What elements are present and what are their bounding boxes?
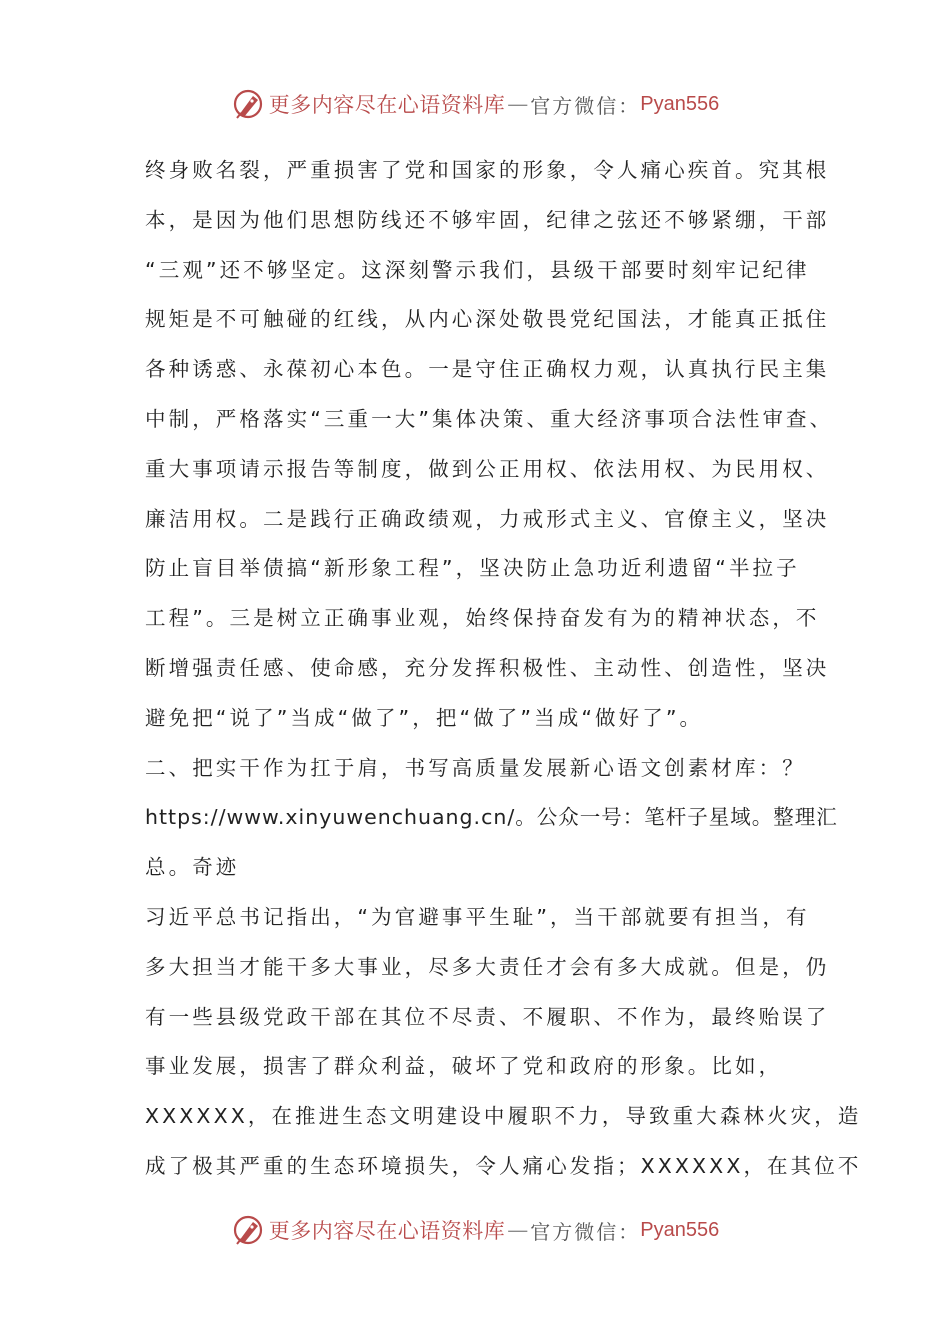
pen-nib-logo-icon (231, 87, 265, 121)
text-line: XXXXXX，在推进生态文明建设中履职不力，导致重大森林火灾，造 (145, 1104, 862, 1129)
text-line: 工程”。三是树立正确事业观，始终保持奋发有为的精神状态，不 (145, 606, 820, 631)
text-line: 规矩是不可触碰的红线，从内心深处敬畏党纪国法，才能真正抵住 (145, 307, 830, 332)
text-line: 事业发展，损害了群众利益，破坏了党和政府的形象。比如， (145, 1054, 783, 1079)
footer-wechat-label: 官方微信： (530, 1219, 641, 1244)
text-line: 本，是因为他们思想防线还不够牢固，纪律之弦还不够紧绷，干部 (145, 207, 830, 232)
text-line: 断增强责任感、使命感，充分发挥积极性、主动性、创造性，坚决 (145, 655, 830, 680)
text-line: “三观”还不够坚定。这深刻警示我们，县级干部要时刻牢记纪律 (145, 257, 810, 282)
footer-separator: — (507, 1218, 529, 1242)
header-wechat-id: Pyan556 (640, 92, 720, 115)
text-line: 终身败名裂，严重损害了党和国家的形象，令人痛心疾首。究其根 (145, 158, 830, 182)
text-line: 成了极其严重的生态环境损失，令人痛心发指；XXXXXX，在其位不 (145, 1153, 862, 1178)
text-line: 多大担当才能干多大事业，尽多大责任才会有多大成就。但是，仍 (145, 954, 830, 979)
url-line: https://www.xinyuwenchuang.cn/。公众一号：笔杆子星域。整理汇 (145, 805, 838, 830)
header-slogan: 更多内容尽在心语资料库 (268, 93, 506, 117)
text-line: 习近平总书记指出，“为官避事平生耻”，当干部就要有担当，有 (145, 904, 810, 929)
header-banner (0, 84, 950, 124)
footer-banner (0, 1210, 950, 1250)
text-line: 廉洁用权。二是践行正确政绩观，力戒形式主义、官僚主义，坚决 (145, 506, 830, 531)
section-heading-line: 二、把实干作为扛于肩，书写高质量发展新心语文创素材库：？ (145, 755, 806, 780)
text-line: 避免把“说了”当成“做了”，把“做了”当成“做好了”。 (145, 705, 704, 730)
pen-nib-logo-icon (231, 1213, 265, 1247)
text-line: 有一些县级党政干部在其位不尽责、不履职、不作为，最终贻误了 (145, 1004, 830, 1029)
footer-wechat-id: Pyan556 (640, 1218, 720, 1241)
text-line: 重大事项请示报告等制度，做到公正用权、依法用权、为民用权、 (145, 456, 830, 481)
text-line: 总。奇迹 (145, 855, 240, 880)
header-separator: — (507, 92, 529, 116)
text-line: 防止盲目举债搞“新形象工程”，坚决防止急功近利遗留“半拉子 (145, 556, 800, 581)
footer-slogan: 更多内容尽在心语资料库 (268, 1219, 506, 1243)
text-line: 各种诱惑、永葆初心本色。一是守住正确权力观，认真执行民主集 (145, 357, 830, 382)
text-line: 中制，严格落实“三重一大”集体决策、重大经济事项合法性审查、 (145, 406, 834, 431)
body-text (145, 146, 862, 1192)
header-wechat-label: 官方微信： (530, 93, 641, 118)
